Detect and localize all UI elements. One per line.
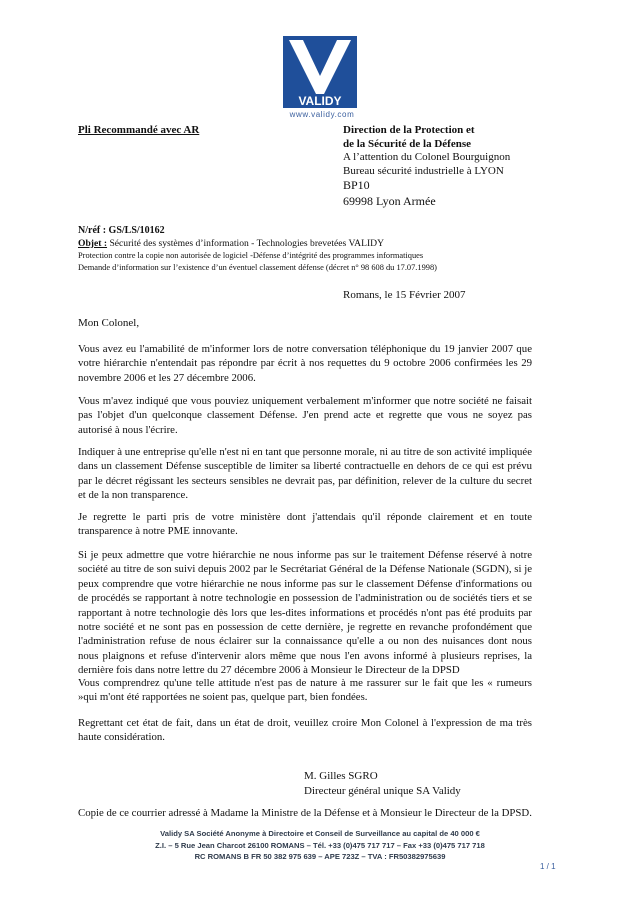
recipient-address (343, 124, 510, 209)
recipient-line-1: Direction de la Protection et (343, 124, 475, 136)
paragraph-6: Vous comprendrez qu'une telle attitude n'est pas de nature à me rassurer sur le fait que les « rumeurs »qui m'ont été rapportées ne soient pas, quelque part, bien fondées. (78, 677, 532, 704)
page-number: 1 / 1 (540, 862, 556, 871)
paragraph-4: Je regrette le parti pris de votre ministère dont j'attendais qu'il réponde clairement et en toute transparence à notre PME innovante. (78, 511, 532, 538)
logo-url: www.validy.com (289, 110, 355, 119)
company-footer (60, 828, 580, 863)
subject-line-2: Protection contre la copie non autorisée de logiciel -Défense d’intégrité des programmes informatiques (78, 251, 424, 260)
recipient-line-4: Bureau sécurité industrielle à LYON (343, 164, 504, 177)
paragraph-1: Vous avez eu l'amabilité de m'informer lors de notre conversation téléphonique du 19 janvier 2007 que votre hiérarchie n'entendait pas répondre par écrit à nos requettes du 9 octobre 2006 confirmées les 29 novembre 2006 et les 27 décembre 2006. (78, 343, 532, 384)
salutation: Mon Colonel, (78, 317, 140, 329)
subject-text: Sécurité des systèmes d’information - Technologies brevetées VALIDY (107, 238, 384, 249)
subject-label: Objet : (78, 238, 108, 249)
signature-title: Directeur général unique SA Validy (304, 784, 461, 797)
copy-notice: Copie de ce courrier adressé à Madame la Ministre de la Défense et à Monsieur le Directeur de la DPSD. (78, 807, 532, 819)
reference: N/réf : GS/LS/10162 (78, 225, 165, 236)
pli-recommande: Pli Recommandé avec AR (78, 124, 200, 136)
subject-line-3: Demande d’information sur l’existence d’un éventuel classement défense (décret n° 98 608 du 17.07.1998) (78, 263, 437, 272)
paragraph-2: Vous m'avez indiqué que vous pouviez uniquement verbalement m'informer que notre société ne faisait pas l'objet d'un quelconque classement Défense. J'en prend acte et regrette que vous ne soyez pas autorisé à nous l'écrire. (78, 395, 532, 436)
letter-date: Romans, le 15 Février 2007 (343, 289, 466, 301)
recipient-line-5: BP10 (343, 178, 370, 192)
paragraph-7: Regrettant cet état de fait, dans un état de droit, veuillez croire Mon Colonel à l'expression de ma très haute considération. (78, 717, 532, 744)
footer-line-3: RC ROMANS B FR 50 382 975 639 – APE 723Z – TVA : FR50382975639 (194, 852, 446, 861)
recipient-line-6: 69998 Lyon Armée (343, 193, 436, 208)
signature-block (304, 769, 461, 798)
signature-name: M. Gilles SGRO (304, 770, 378, 782)
subject-block (78, 238, 437, 274)
footer-line-2: Z.I. – 5 Rue Jean Charcot 26100 ROMANS – Tél. +33 (0)475 717 717 – Fax +33 (0)475 717 718 (155, 840, 485, 850)
footer-line-1: Validy SA Société Anonyme à Directoire et Conseil de Surveillance au capital de 40 000 € (160, 829, 480, 838)
paragraph-5: Si je peux admettre que votre hiérarchie ne nous informe pas sur le traitement Défense réservé à notre société au titre de son suivi depuis 2002 par le Secrétariat Général de la Défense Nationale (SGDN), si je peux comprendre que votre hiérarchie ne nous informe pas sur le classement Défense d'informations ou de procédés se rapportant à notre technologie en possession de l'administration ou de sociétés tiers et se rapportant à notre technologie dès lors que les-dites informations et procédés n'ont pas été produits par notre société et ne sont pas en possession de cette dernière, je regrette en revanche profondément que l'administration refuse de nous éclairer sur la connaissance qu'elle a ou non des nuisances dont nous nous plaignons et refuse d'intervenir alors même que nous l'en avons informé à plusieurs reprises, la dernière fois dans notre lettre du 27 décembre 2006 à Monsieur le Directeur de la DPSD (78, 549, 532, 677)
logo-text: VALIDY (298, 94, 342, 108)
recipient-line-3: A l’attention du Colonel Bourguignon (343, 151, 511, 163)
recipient-line-2: de la Sécurité de la Défense (343, 137, 471, 150)
paragraph-3: Indiquer à une entreprise qu'elle n'est ni en tant que personne morale, ni au titre de son activité impliquée dans un classement Défense susceptible de limiter sa liberté contractuelle en dehors de ce qui est prévu par le décret régissant les secteurs sensibles ne devrait pas, par définition, relever de la culture du secret et de la non transparence. (78, 446, 532, 502)
validy-logo (283, 36, 357, 108)
